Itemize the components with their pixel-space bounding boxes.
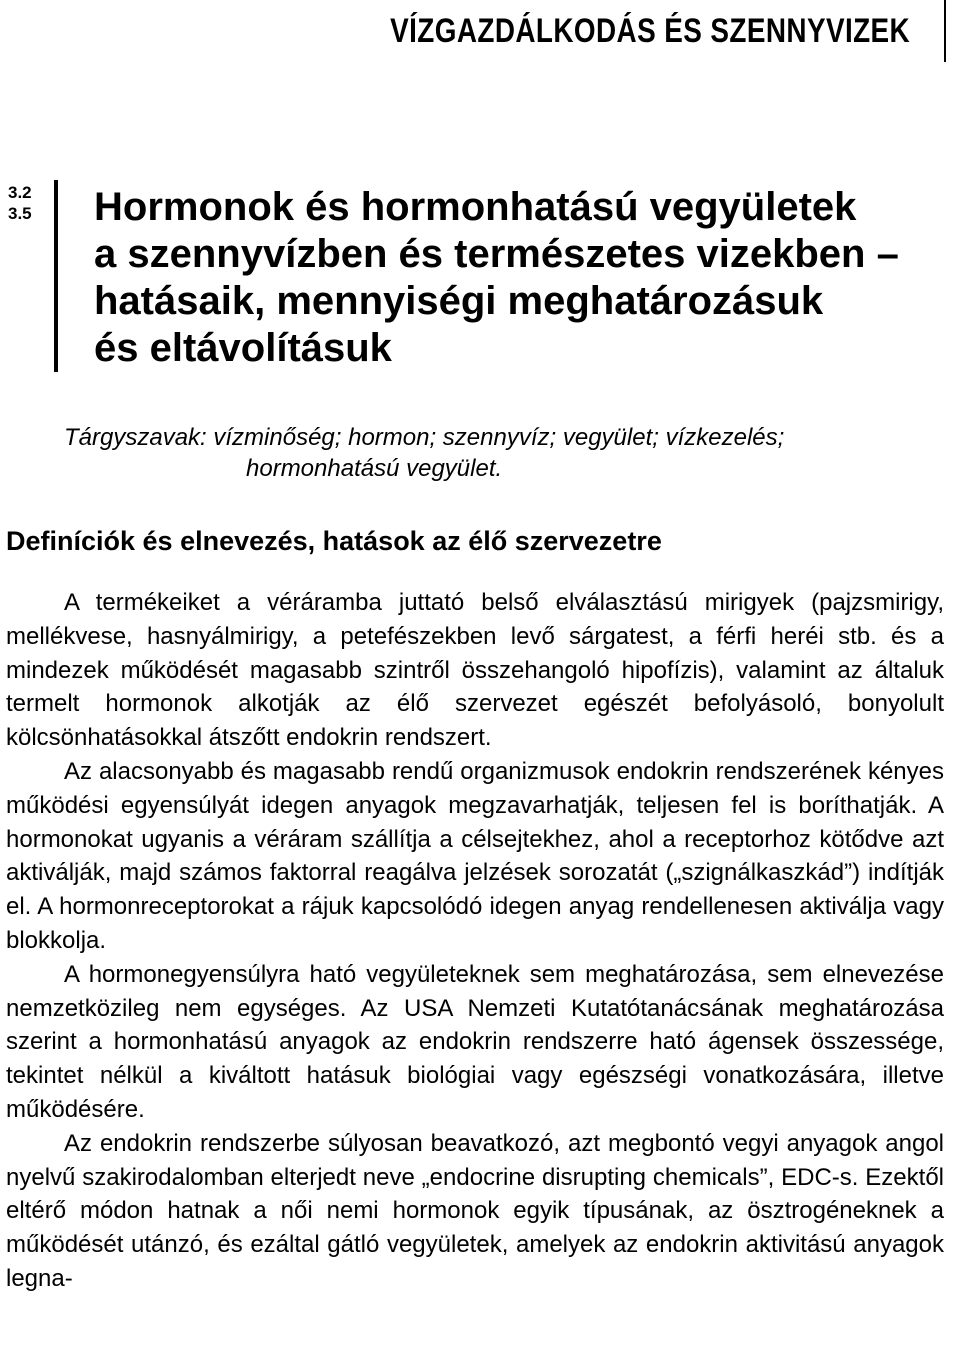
title-vertical-rule <box>54 180 58 372</box>
paragraph: A termékeiket a véráramba juttató belső elválasztású mirigyek (pajzsmirigy, mellékvese, hasnyálmirigy, a petefészekben levő sárgatest, a férfi heréi stb. és a mindezek működését magasabb szintről összehangoló hipofízis), valamint az általuk termelt hormonok alkotják az élő szervezet egészét befolyásoló, bonyolult kölcsönhatásokkal átszőtt endokrin rendszert. <box>6 589 944 752</box>
keywords-line: hormonhatású vegyület. <box>246 455 503 482</box>
keywords-line: Tárgyszavak: vízminőség; hormon; szennyvíz; vegyület; vízkezelés; <box>64 424 785 451</box>
section-code-line: 3.5 <box>8 204 32 223</box>
body-text <box>6 586 944 1296</box>
title-line: és eltávolításuk <box>94 326 392 370</box>
title-line: a szennyvízben és természetes vizekben – <box>94 232 899 276</box>
title-line: Hormonok és hormonhatású vegyületek <box>94 185 857 229</box>
section-code <box>8 182 32 224</box>
keywords <box>64 422 944 484</box>
section-code-line: 3.2 <box>8 183 32 202</box>
paragraph: Az alacsonyabb és magasabb rendű organizmusok endokrin rendszerének kényes működési egyensúlyát idegen anyagok megzavarhatják, teljesen fel is boríthatják. A hormonokat ugyanis a véráram szállítja a célsejtekhez, ahol a receptorhoz kötődve azt aktiválják, majd számos faktorral reagálva jelzések sorozatát („szignálkaszkád”) indítják el. A hormonreceptorokat a rájuk kapcsolódó idegen anyag rendellenesen aktiválja vagy blokkolja. <box>6 757 944 954</box>
title-line: hatásaik, mennyiségi meghatározásuk <box>94 279 824 323</box>
running-header <box>276 0 946 62</box>
section-heading: Definíciók és elnevezés, hatások az élő szervezetre <box>6 526 662 556</box>
article-title <box>94 184 954 372</box>
paragraph: A hormonegyensúlyra ható vegyületeknek sem meghatározása, sem elnevezése nemzetközileg nem egységes. Az USA Nemzeti Kutatótanácsának meghatározása szerint a hormonhatású anyagok az endokrin rendszerre ható ágensek összessége, tekintet nélkül a kiváltott hatásuk biológiai vagy egészségi vonatkozására, illetve működésére. <box>6 960 944 1123</box>
paragraph: Az endokrin rendszerbe súlyosan beavatkozó, azt megbontó vegyi anyagok angol nyelvű szakirodalomban elterjedt neve „endocrine disrupting chemicals”, EDC-s. Ezektől eltérő módon hatnak a női nemi hormonok egyik típusának, az ösztrogéneknek a működését utánzó, és ezáltal gátló vegyületek, amelyek az endokrin aktivitású anyagok legna- <box>6 1129 944 1292</box>
running-header-title: VÍZGAZDÁLKODÁS ÉS SZENNYVIZEK <box>390 11 910 50</box>
